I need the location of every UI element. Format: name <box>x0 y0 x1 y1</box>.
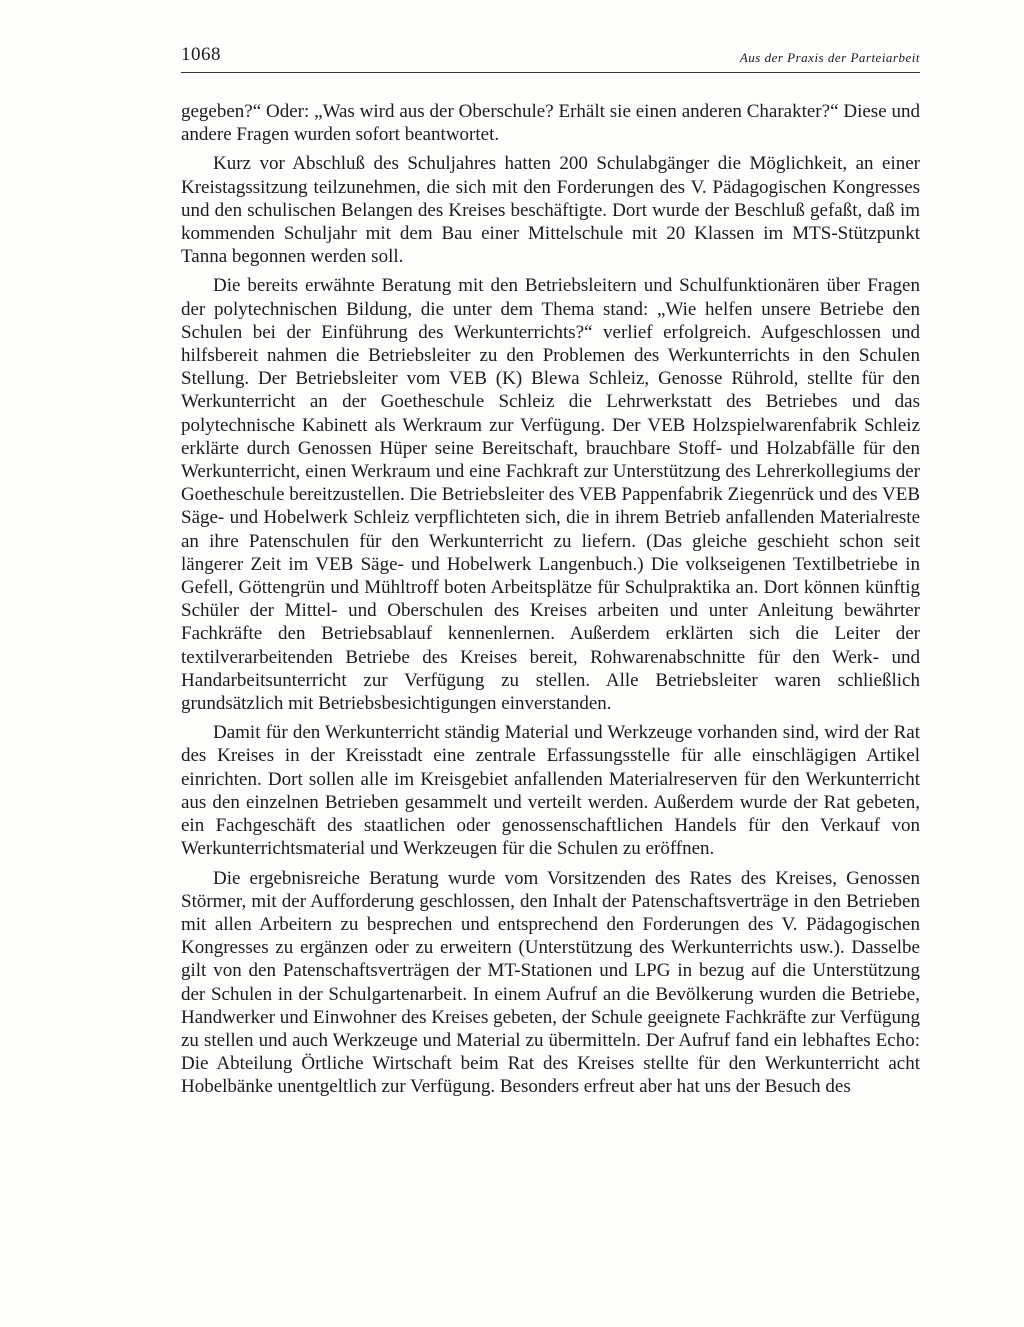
paragraph-continued: gegeben?“ Oder: „Was wird aus der Oberschule? Erhält sie einen anderen Charakter?“ Diese und andere Fragen wurden sofort beantwortet. <box>181 101 920 146</box>
header-rule <box>181 72 920 73</box>
paragraph: Kurz vor Abschluß des Schuljahres hatten 200 Schulabgänger die Möglichkeit, an einer Kreistagssitzung teilzunehmen, die sich mit den Forderungen des V. Pädagogischen Kongresses und den schulischen Belangen des Kreises beschäftigte. Dort wurde der Beschluß gefaßt, daß im kommenden Schuljahr mit dem Bau einer Mittelschule mit 20 Klassen im MTS-Stützpunkt Tanna begonnen werden soll. <box>181 153 920 268</box>
body-text <box>181 100 920 1099</box>
page-number: 1068 <box>181 44 221 65</box>
running-title: Aus der Praxis der Parteiarbeit <box>739 50 920 65</box>
paragraph: Damit für den Werkunterricht ständig Material und Werkzeuge vorhanden sind, wird der Rat des Kreises in der Kreisstadt eine zentrale Erfassungsstelle für alle einschlägigen Artikel einrichten. Dort sollen alle im Kreisgebiet anfallenden Materialreserven für den Werkunterricht aus den einzelnen Betrieben gesammelt und verteilt werden. Außerdem wurde der Rat gebeten, ein Fachgeschäft des staatlichen oder genossenschaftlichen Handels für den Verkauf von Werkunterrichtsmaterial und Werkzeugen für die Schulen zu eröffnen. <box>181 722 920 860</box>
page-header <box>181 44 920 74</box>
paragraph: Die ergebnisreiche Beratung wurde vom Vorsitzenden des Rates des Kreises, Genossen Störmer, mit der Aufforderung geschlossen, den Inhalt der Patenschaftsverträge in den Betrieben mit allen Arbeitern zu besprechen und entsprechend den Forderungen des V. Pädagogischen Kongresses zu ergänzen oder zu erweitern (Unterstützung des Werkunterrichts usw.). Dasselbe gilt von den Patenschaftsverträgen der MT-Stationen und LPG in bezug auf die Unterstützung der Schulen in der Schulgartenarbeit. In einem Aufruf an die Bevölkerung wurden die Betriebe, Handwerker und Einwohner des Kreises gebeten, der Schule geeignete Fachkräfte zur Verfügung zu stellen und auch Werkzeuge und Material zu übermitteln. Der Aufruf fand ein lebhaftes Echo: Die Abteilung Örtliche Wirtschaft beim Rat des Kreises stellte für den Werkunterricht acht Hobelbänke unentgeltlich zur Verfügung. Besonders erfreut aber hat uns der Besuch des <box>181 867 920 1098</box>
paragraph: Die bereits erwähnte Beratung mit den Betriebsleitern und Schulfunktionären über Fragen der polytechnischen Bildung, die unter dem Thema stand: „Wie helfen unsere Betriebe den Schulen bei der Einführung des Werkunterrichts?“ verlief erfolgreich. Aufgeschlossen und hilfsbereit nahmen die Betriebsleiter zu den Problemen des Werkunterrichts in den Schulen Stellung. Der Betriebsleiter vom VEB (K) Blewa Schleiz, Genosse Rührold, stellte für den Werkunterricht an der Goetheschule Schleiz die Lehrwerkstatt des Betriebes und das polytechnische Kabinett als Werkraum zur Verfügung. Der VEB Holzspielwarenfabrik Schleiz erklärte durch Genossen Hüper seine Bereitschaft, brauchbare Stoff- und Holzabfälle für den Werkunterricht, einen Werkraum und eine Fachkraft zur Unterstützung des Lehrerkollegiums der Goetheschule bereitzustellen. Die Betriebsleiter des VEB Pappenfabrik Ziegenrück und des VEB Säge- und Hobelwerk Schleiz verpflichteten sich, die in ihrem Betrieb anfallenden Materialreste an ihre Patenschulen für den Werkunterricht zu liefern. (Das gleiche geschieht schon seit längerer Zeit im VEB Säge- und Hobelwerk Langenbuch.) Die volkseigenen Textilbetriebe in Gefell, Göttengrün und Mühltroff boten Arbeitsplätze für Schulpraktika an. Dort können künftig Schüler der Mittel- und Oberschulen des Kreises arbeiten und unter Anleitung bewährter Fachkräfte den Betriebsablauf kennenlernen. Außerdem erklärten sich die Leiter der textilverarbeitenden Betriebe des Kreises bereit, Rohwarenabschnitte für den Werk- und Handarbeitsunterricht zur Verfügung zu stellen. Alle Betriebsleiter waren schließlich grundsätzlich mit Betriebsbesichtigungen einverstanden. <box>181 275 920 715</box>
